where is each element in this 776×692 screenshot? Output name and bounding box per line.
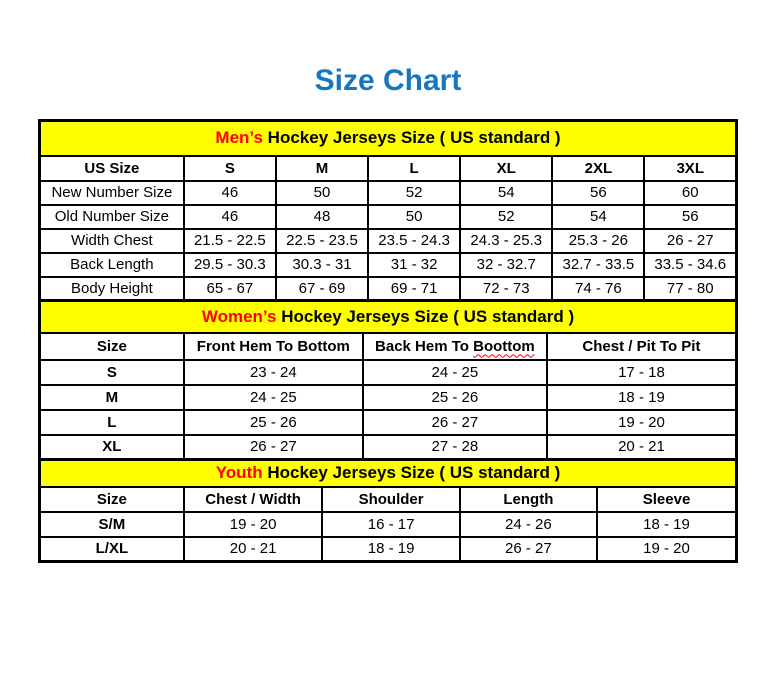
cell: 18 - 19: [547, 385, 737, 410]
row-label-xl: XL: [40, 435, 184, 460]
col-header-front-hem: Front Hem To Bottom: [184, 333, 363, 360]
row-label-s: S: [40, 360, 184, 385]
cell: 24.3 - 25.3: [460, 229, 552, 253]
col-header-size: Size: [40, 487, 184, 512]
table-row: [40, 181, 737, 205]
cell: 25 - 26: [184, 410, 363, 435]
cell: 46: [184, 205, 276, 229]
back-hem-label-prefix: Back Hem To: [375, 337, 474, 355]
womens-section-highlight: Women’s: [201, 306, 277, 326]
cell: 32.7 - 33.5: [552, 253, 644, 277]
col-header-chest-pit: Chest / Pit To Pit: [547, 333, 737, 360]
cell: 60: [644, 181, 736, 205]
cell: 54: [552, 205, 644, 229]
col-header-us-size: US Size: [40, 156, 184, 181]
cell: 65 - 67: [184, 277, 276, 301]
cell: 72 - 73: [460, 277, 552, 301]
cell: 19 - 20: [184, 512, 323, 537]
back-hem-label-misspelled-word: Boottom: [473, 337, 535, 355]
mens-size-table: [38, 119, 738, 302]
col-header-size: Size: [40, 333, 184, 360]
youth-section-header: [40, 460, 737, 487]
womens-section-title-text: Hockey Jerseys Size ( US standard ): [276, 306, 575, 326]
cell: 16 - 17: [322, 512, 459, 537]
cell: 24 - 25: [363, 360, 547, 385]
table-row: [40, 512, 737, 537]
cell: 24 - 25: [184, 385, 363, 410]
col-header-s: S: [184, 156, 276, 181]
table-row: [40, 537, 737, 562]
cell: 74 - 76: [552, 277, 644, 301]
cell: 26 - 27: [363, 410, 547, 435]
table-row: [40, 410, 737, 435]
col-header-l: L: [368, 156, 460, 181]
col-header-shoulder: Shoulder: [322, 487, 459, 512]
table-row: [40, 435, 737, 460]
cell: 56: [644, 205, 736, 229]
cell: 32 - 32.7: [460, 253, 552, 277]
cell: 19 - 20: [547, 410, 737, 435]
cell: 50: [276, 181, 368, 205]
cell: 77 - 80: [644, 277, 736, 301]
col-header-3xl: 3XL: [644, 156, 736, 181]
col-header-xl: XL: [460, 156, 552, 181]
row-label-l: L: [40, 410, 184, 435]
table-row: [40, 385, 737, 410]
mens-section-title-text: Hockey Jerseys Size ( US standard ): [262, 128, 561, 148]
cell: 52: [368, 181, 460, 205]
cell: 27 - 28: [363, 435, 547, 460]
womens-section-header: [40, 301, 737, 333]
cell: 21.5 - 22.5: [184, 229, 276, 253]
cell: 31 - 32: [368, 253, 460, 277]
col-header-m: M: [276, 156, 368, 181]
cell: 23.5 - 24.3: [368, 229, 460, 253]
cell: 26 - 27: [460, 537, 597, 562]
row-label-back-length: Back Length: [40, 253, 184, 277]
youth-size-table: [38, 458, 738, 563]
row-label-body-height: Body Height: [40, 277, 184, 301]
table-row: [40, 205, 737, 229]
cell: 46: [184, 181, 276, 205]
cell: 26 - 27: [644, 229, 736, 253]
row-label-old-number-size: Old Number Size: [40, 205, 184, 229]
mens-section-highlight: Men’s: [215, 128, 263, 148]
cell: 69 - 71: [368, 277, 460, 301]
cell: 23 - 24: [184, 360, 363, 385]
cell: 26 - 27: [184, 435, 363, 460]
row-label-sm: S/M: [40, 512, 184, 537]
table-row: [40, 253, 737, 277]
cell: 56: [552, 181, 644, 205]
cell: 54: [460, 181, 552, 205]
page-title: Size Chart: [314, 64, 462, 97]
cell: 50: [368, 205, 460, 229]
row-label-lxl: L/XL: [40, 537, 184, 562]
youth-section-highlight: Youth: [215, 463, 263, 483]
table-row: [40, 277, 737, 301]
table-row: [40, 360, 737, 385]
row-label-m: M: [40, 385, 184, 410]
cell: 25.3 - 26: [552, 229, 644, 253]
row-label-new-number-size: New Number Size: [40, 181, 184, 205]
col-header-length: Length: [460, 487, 597, 512]
cell: 22.5 - 23.5: [276, 229, 368, 253]
mens-section-header: [40, 121, 737, 156]
table-row: [40, 229, 737, 253]
cell: 19 - 20: [597, 537, 736, 562]
cell: 20 - 21: [547, 435, 737, 460]
cell: 48: [276, 205, 368, 229]
cell: 20 - 21: [184, 537, 323, 562]
col-header-back-hem: [363, 333, 547, 360]
size-chart-container: [0, 119, 776, 563]
col-header-2xl: 2XL: [552, 156, 644, 181]
cell: 33.5 - 34.6: [644, 253, 736, 277]
col-header-chest-width: Chest / Width: [184, 487, 323, 512]
cell: 18 - 19: [597, 512, 736, 537]
cell: 24 - 26: [460, 512, 597, 537]
cell: 29.5 - 30.3: [184, 253, 276, 277]
col-header-sleeve: Sleeve: [597, 487, 736, 512]
cell: 17 - 18: [547, 360, 737, 385]
cell: 52: [460, 205, 552, 229]
womens-size-table: [38, 299, 738, 461]
youth-section-title-text: Hockey Jerseys Size ( US standard ): [262, 463, 561, 483]
row-label-width-chest: Width Chest: [40, 229, 184, 253]
cell: 67 - 69: [276, 277, 368, 301]
cell: 30.3 - 31: [276, 253, 368, 277]
cell: 25 - 26: [363, 385, 547, 410]
cell: 18 - 19: [322, 537, 459, 562]
